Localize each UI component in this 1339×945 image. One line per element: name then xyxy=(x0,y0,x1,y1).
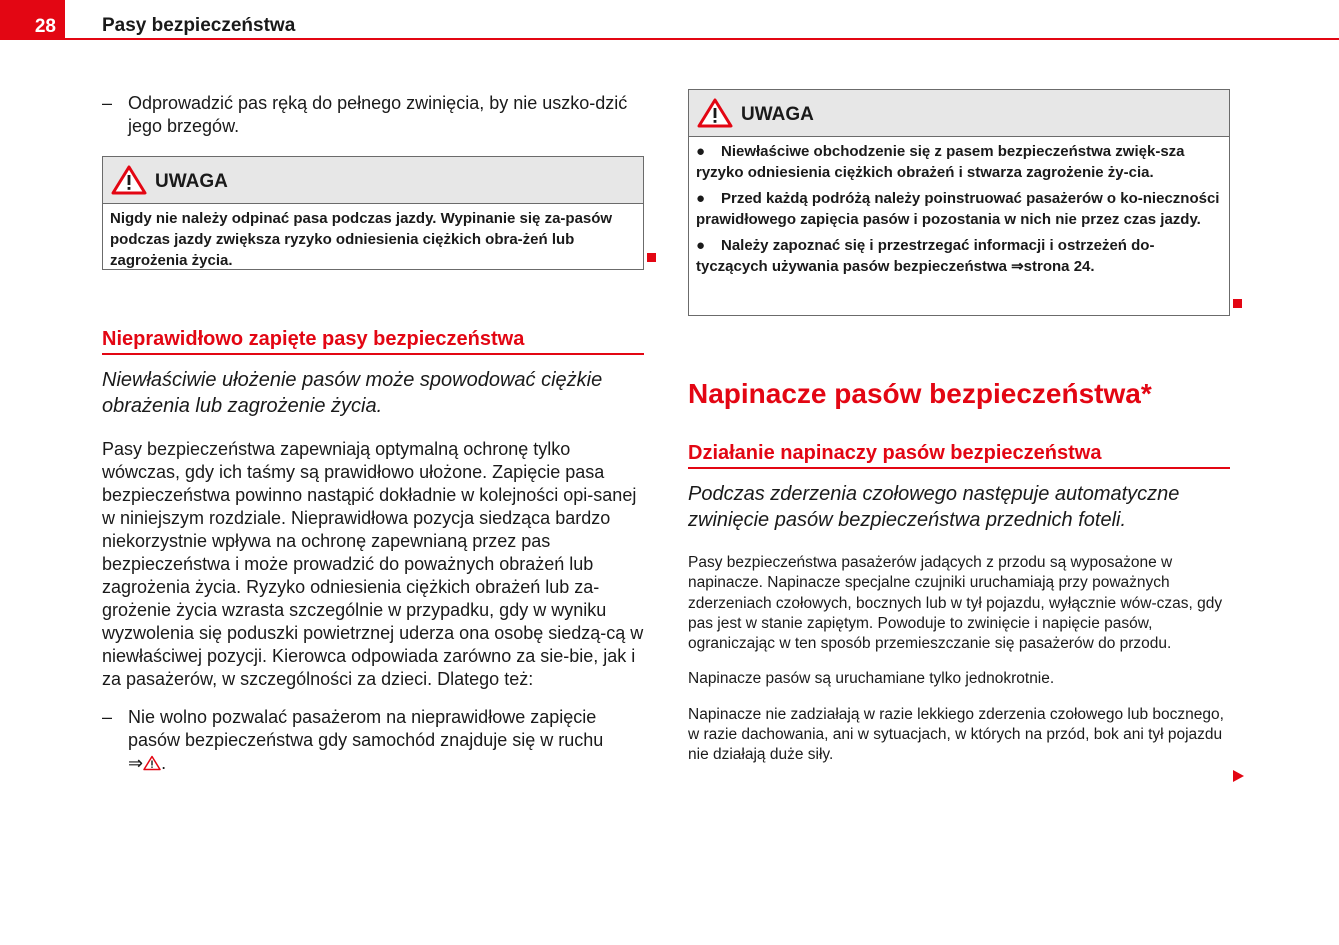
bullet-icon: ● xyxy=(696,190,706,207)
section-end-marker xyxy=(647,253,656,262)
bullet-icon: ● xyxy=(696,143,706,160)
warning-bullet xyxy=(696,235,1222,277)
warning-body xyxy=(103,204,643,275)
warning-header xyxy=(689,90,1229,137)
warning-box xyxy=(688,89,1230,316)
sentence-end: . xyxy=(161,753,167,773)
section-end-marker xyxy=(1233,299,1242,308)
warning-text: Nigdy nie należy odpinać pasa podczas jazdy. Wypinanie się za-pasów podczas jazdy zwiększa ryzyko odniesienia ciężkich obra-żeń lub zagrożenia życia. xyxy=(110,210,613,269)
main-heading: Napinacze pasów bezpieczeństwa* xyxy=(688,378,1152,409)
body-paragraph: Napinacze pasów są uruchamiane tylko jednokrotnie. xyxy=(688,670,1055,688)
warning-label: UWAGA xyxy=(741,104,814,125)
warning-body xyxy=(689,137,1229,281)
dash-marker: – xyxy=(102,707,113,727)
warning-bullet-text: Niewłaściwe obchodzenie się z pasem bezpieczeństwa zwięk-sza ryzyko odniesienia ciężkich obrażeń i stwarza zagrożenie ży-cia. xyxy=(696,143,1185,181)
instruction-text: Nie wolno pozwalać pasażerom na nieprawidłowe zapięcie pasów bezpieczeństwa gdy samochód znajduje się w ruchu xyxy=(128,707,604,750)
instruction-text: Odprowadzić pas ręką do pełnego zwinięcia, by nie uszko-dzić jego brzegów. xyxy=(128,93,628,136)
body-paragraph: Pasy bezpieczeństwa zapewniają optymalną ochronę tylko wówczas, gdy ich taśmy są prawidłowo ułożone. Zapięcie pasa bezpieczeństwa powinno nastąpić dokładnie w kolejności opi-sanej w niniejszym rozdziale. Nieprawidłowa pozycja siedząca bardzo niekorzystnie wpływa na ochronę zapewnianą przez pas bezpieczeństwa i może prowadzić do poważnych obrażeń lub zagrożenia życia. Ryzyko odniesienia ciężkich obrażeń lub za-grożenie życia wzrasta szczególnie w przypadku, gdy w wyniku wyzwolenia się poduszki powietrznej uderza ona osobę siedzą-cą w niewłaściwej pozycji. Kierowca odpowiada zarówno za sie-bie, jak i za pasażerów, w szczególności za dzieci. Dlatego też: xyxy=(102,439,644,689)
warning-triangle-icon xyxy=(697,98,733,128)
page-number-badge xyxy=(0,0,65,40)
warning-bullet xyxy=(696,141,1222,183)
section-intro: Podczas zderzenia czołowego następuje automatyczne zwinięcie pasów bezpieczeństwa przednich foteli. xyxy=(688,483,1180,531)
section-heading: Nieprawidłowo zapięte pasy bezpieczeństwa xyxy=(102,328,644,355)
warning-reference-icon[interactable] xyxy=(143,755,161,771)
section-intro: Niewłaściwie ułożenie pasów może spowodować ciężkie obrażenia lub zagrożenie życia. xyxy=(102,369,603,417)
page-number: 28 xyxy=(34,16,56,37)
instruction-text-wrap xyxy=(102,706,647,775)
warning-bullet-text: Należy zapoznać się i przestrzegać informacji i ostrzeżeń do-tyczących używania pasów bezpieczeństwa ⇒strona 24. xyxy=(696,237,1155,275)
body-paragraph: Napinacze nie zadziałają w razie lekkiego zderzenia czołowego lub bocznego, w razie dachowania, ani w sytuacjach, w których na przód, bok ani tył pojazdu nie działają duże siły. xyxy=(688,705,1224,764)
body-paragraphs xyxy=(688,553,1233,781)
warning-label: UWAGA xyxy=(155,171,228,192)
bullet-icon: ● xyxy=(696,237,706,254)
dash-marker: – xyxy=(102,93,113,113)
continue-arrow-icon xyxy=(1233,770,1244,782)
reference-arrow[interactable]: ⇒ xyxy=(128,753,144,773)
body-paragraph: Pasy bezpieczeństwa pasażerów jadących z przodu są wyposażone w napinacze. Napinacze specjalne czujniki uruchamiają przy poważnych zderzeniach czołowych, bocznych lub w tył pojazdu, wyłącznie wów-czas, gdy pas jest w stanie zapiętym. Powoduje to zwinięcie i napięcie pasów, ograniczając w ten sposób przemieszczanie się pasażerów do przodu. xyxy=(688,554,1223,653)
page-header xyxy=(0,0,1339,41)
chapter-title: Pasy bezpieczeństwa xyxy=(102,15,296,36)
instruction-dash-item xyxy=(102,92,632,138)
warning-header xyxy=(103,157,643,204)
warning-bullet xyxy=(696,188,1222,230)
instruction-dash-item xyxy=(102,706,647,775)
warning-bullet-text: Przed każdą podróżą należy poinstruować pasażerów o ko-nieczności prawidłowego zapięcia pasów i pozostania w nich nie przez czas jazdy. xyxy=(696,190,1220,228)
section-heading: Działanie napinaczy pasów bezpieczeństwa xyxy=(688,442,1230,469)
warning-triangle-icon xyxy=(111,165,147,195)
warning-box xyxy=(102,156,644,270)
header-divider xyxy=(65,38,1339,40)
